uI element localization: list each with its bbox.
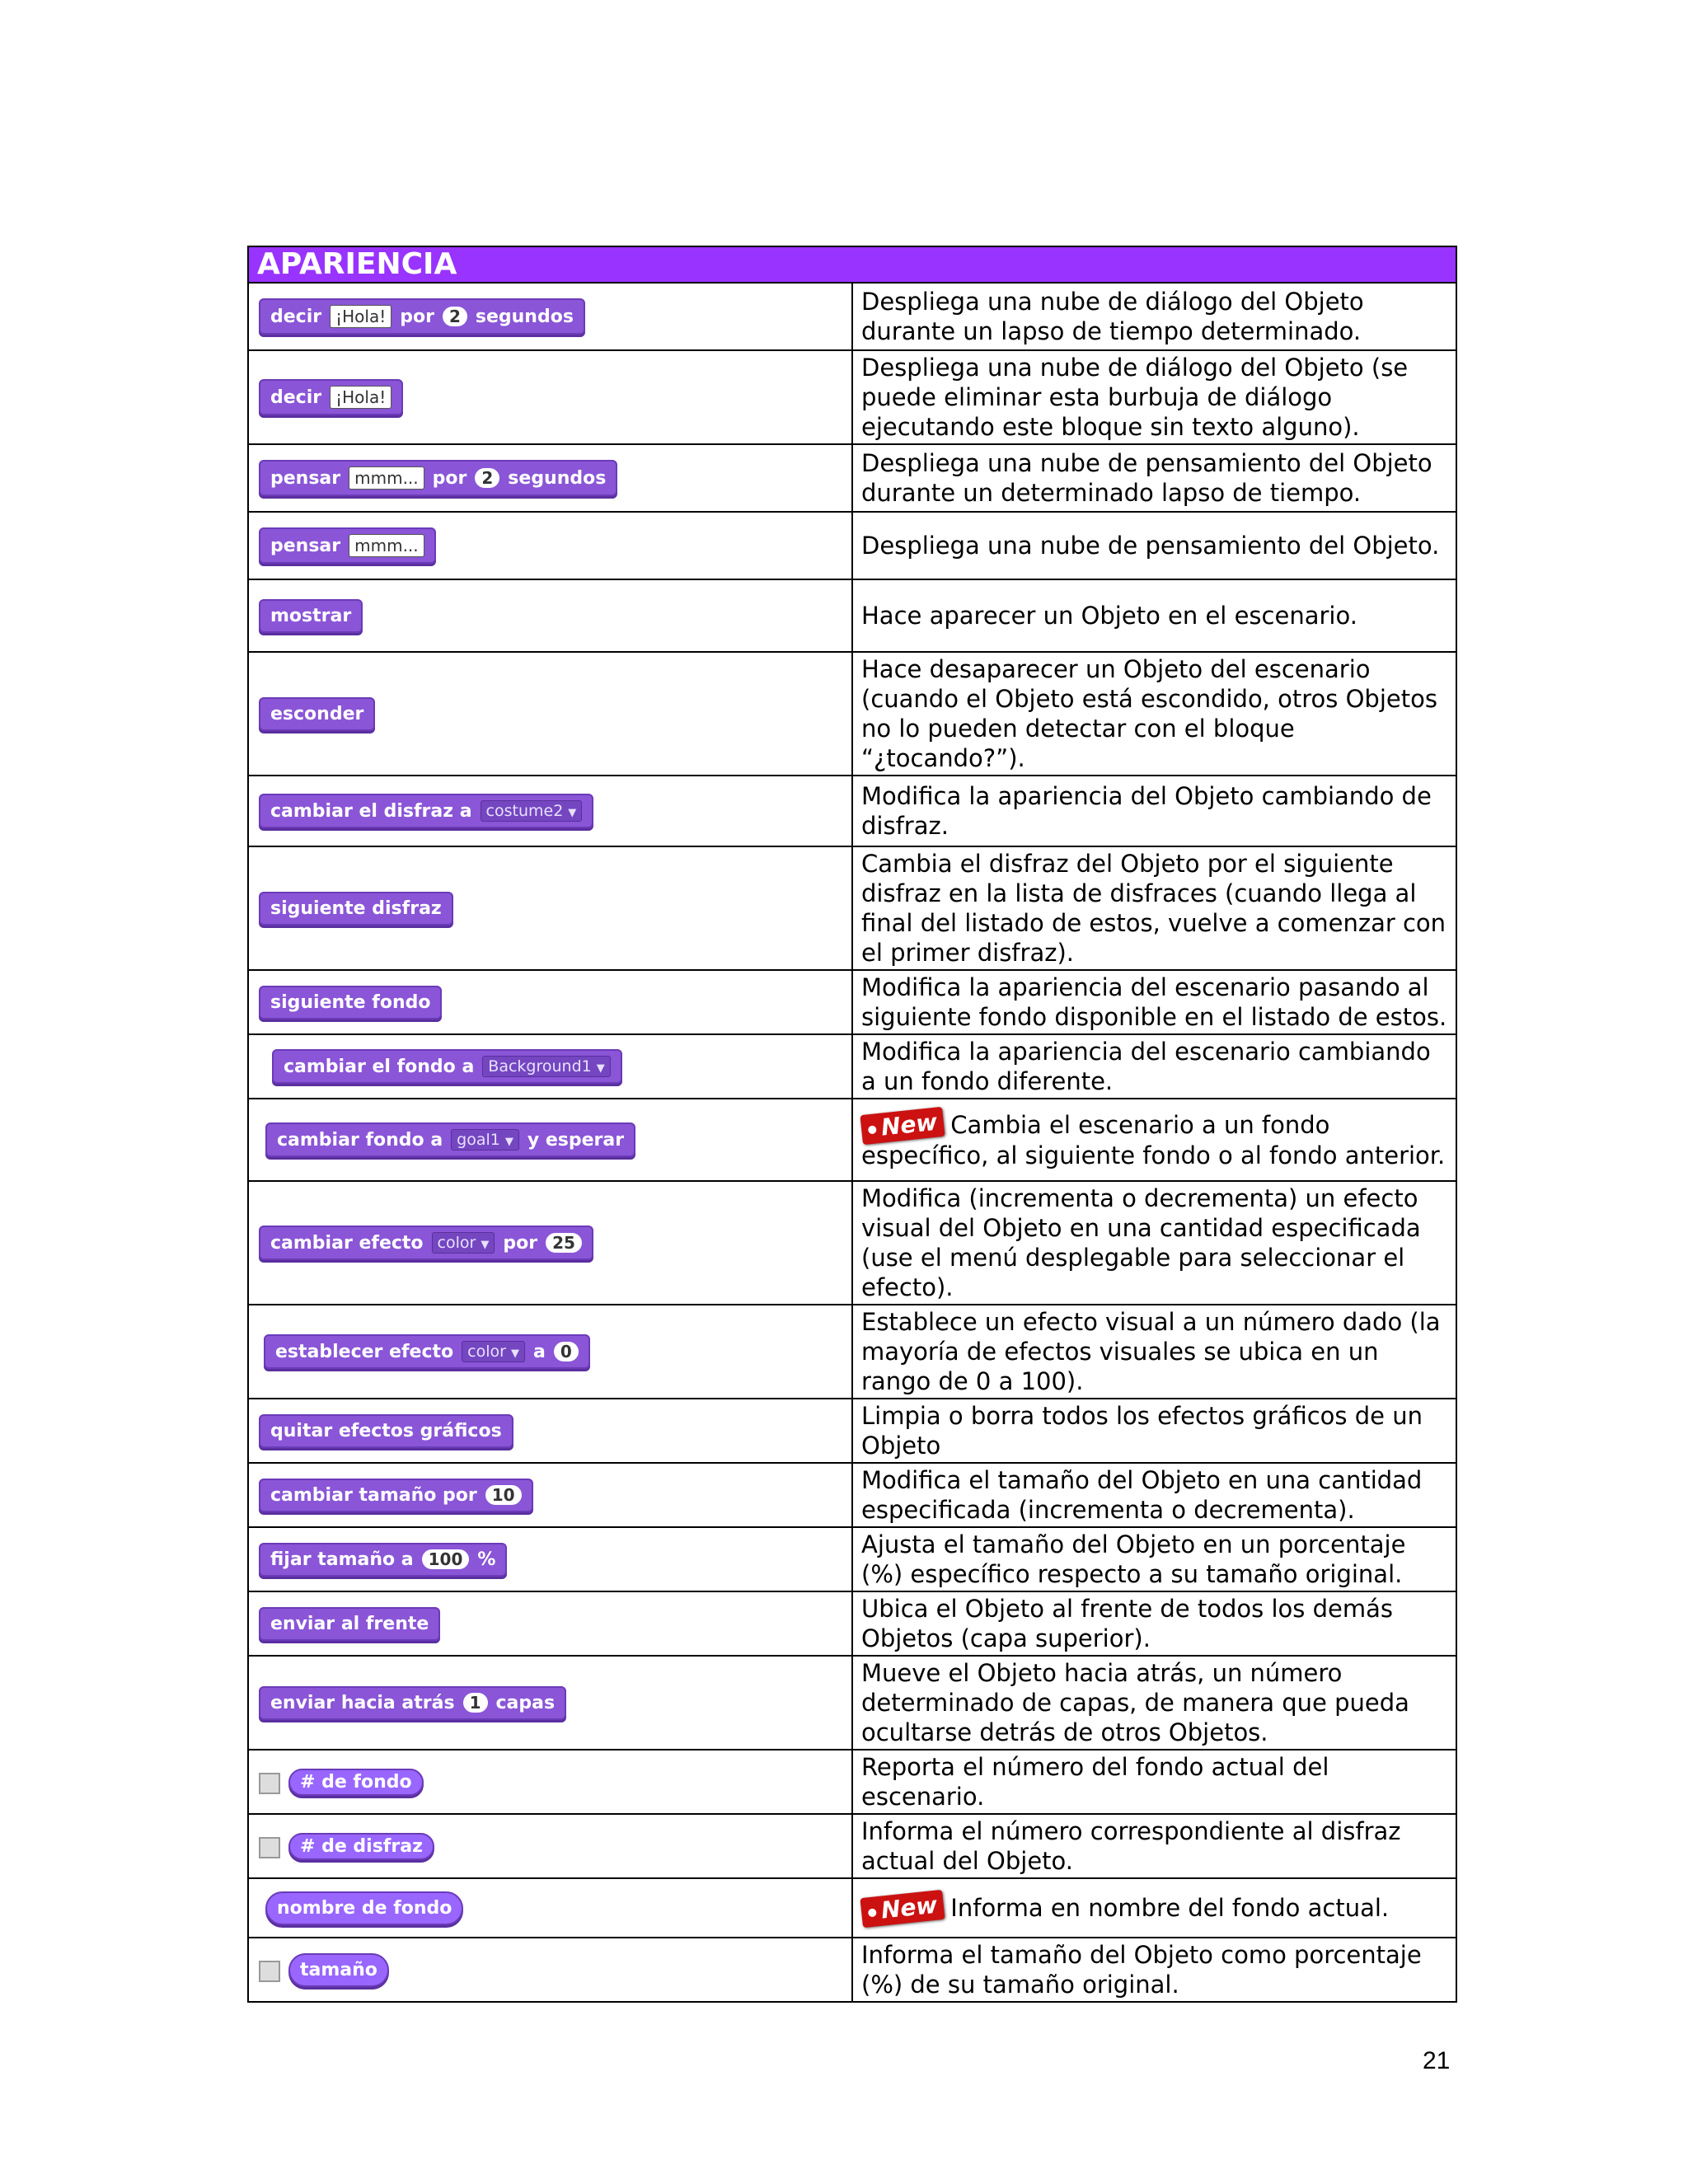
- description-text: Cambia el escenario a un fondo específico, al siguiente fondo o al fondo anterior.: [861, 1110, 1446, 1169]
- set-effect-block: [264, 1334, 590, 1369]
- block-cell: [248, 846, 852, 970]
- block-label: cambiar el disfraz a: [270, 800, 472, 822]
- block-label: segundos: [508, 467, 607, 489]
- switch-backdrop-and-wait-block: [265, 1122, 635, 1157]
- block-label: capas: [495, 1692, 556, 1713]
- hide-block: [259, 697, 375, 731]
- clear-effects-block: [259, 1414, 513, 1448]
- description-cell: Modifica la apariencia del Objeto cambiando de disfraz.: [852, 776, 1456, 846]
- tag-hole: [868, 1908, 877, 1917]
- chevron-down-icon: ▼: [568, 807, 577, 819]
- block-label: cambiar tamaño por: [270, 1484, 477, 1506]
- block-label: cambiar el fondo a: [284, 1056, 475, 1077]
- block-label: siguiente fondo: [270, 991, 431, 1013]
- block-cell: [248, 652, 852, 776]
- checkbox[interactable]: [259, 1773, 280, 1794]
- block-cell: [248, 579, 852, 652]
- number-slot: 1: [463, 1693, 488, 1713]
- number-slot: 2: [475, 468, 499, 488]
- block-label: esconder: [270, 703, 364, 724]
- number-slot: 25: [546, 1233, 582, 1253]
- dropdown-value: costume2: [485, 802, 564, 820]
- block-cell: [248, 970, 852, 1034]
- table-row: [248, 1656, 1456, 1750]
- table-row: [248, 1814, 1456, 1878]
- table-row: [248, 444, 1456, 512]
- block-label: pensar: [270, 467, 341, 489]
- block-label: # de fondo: [300, 1771, 412, 1793]
- block-cell: [248, 1305, 852, 1399]
- change-size-block: [259, 1479, 533, 1512]
- block-label: pensar: [270, 535, 341, 556]
- number-slot: 0: [554, 1342, 579, 1361]
- size-reporter: [288, 1953, 389, 1987]
- next-backdrop-block: [259, 986, 442, 1019]
- go-to-front-block: [259, 1607, 440, 1641]
- block-label: por: [432, 467, 467, 489]
- table-row: [248, 1099, 1456, 1181]
- checkbox[interactable]: [259, 1837, 280, 1858]
- section-title: APARIENCIA: [248, 246, 1456, 283]
- backdrop-dropdown: [451, 1129, 519, 1151]
- block-label: cambiar fondo a: [277, 1129, 443, 1151]
- table-row: [248, 1034, 1456, 1099]
- new-badge-label: New: [879, 1891, 939, 1924]
- block-label: a: [532, 1341, 546, 1362]
- switch-backdrop-block: [272, 1049, 622, 1084]
- block-cell: [248, 1814, 852, 1878]
- block-label: establecer efecto: [275, 1341, 454, 1362]
- block-label: nombre de fondo: [277, 1897, 452, 1919]
- table-row: [248, 846, 1456, 970]
- chevron-down-icon: ▼: [481, 1239, 490, 1251]
- block-cell: [248, 1181, 852, 1305]
- block-label: fijar tamaño a: [270, 1549, 414, 1570]
- description-cell: Modifica la apariencia del escenario pasando al siguiente fondo disponible en el listado de estos.: [852, 970, 1456, 1034]
- description-text: Informa en nombre del fondo actual.: [950, 1893, 1390, 1922]
- table-row: [248, 579, 1456, 652]
- description-cell: Modifica el tamaño del Objeto en una cantidad especificada (incrementa o decrementa).: [852, 1463, 1456, 1527]
- say-for-secs-block: [259, 298, 585, 335]
- chevron-down-icon: ▼: [596, 1062, 605, 1075]
- table-row: [248, 970, 1456, 1034]
- set-size-block: [259, 1543, 507, 1577]
- block-cell: [248, 1034, 852, 1099]
- new-badge: [860, 1106, 945, 1144]
- block-cell: [248, 1527, 852, 1591]
- new-badge-label: New: [879, 1108, 939, 1141]
- block-label: # de disfraz: [300, 1835, 423, 1857]
- chevron-down-icon: ▼: [504, 1136, 513, 1148]
- number-slot: 2: [443, 307, 467, 326]
- table-row: [248, 283, 1456, 350]
- backdrop-name-reporter: [265, 1891, 463, 1925]
- description-cell: Hace aparecer un Objeto en el escenario.: [852, 579, 1456, 652]
- costume-number-reporter: [288, 1833, 434, 1860]
- description-cell: [852, 1878, 1456, 1938]
- change-effect-block: [259, 1226, 593, 1260]
- block-label: enviar hacia atrás: [270, 1692, 455, 1713]
- block-label: mostrar: [270, 605, 352, 626]
- table-row: [248, 1750, 1456, 1814]
- block-label: tamaño: [300, 1959, 377, 1980]
- think-block: [259, 527, 436, 564]
- checkbox[interactable]: [259, 1961, 280, 1982]
- table-row: [248, 1181, 1456, 1305]
- block-cell: [248, 1399, 852, 1463]
- table-row: [248, 1938, 1456, 2002]
- backdrop-dropdown: [482, 1056, 610, 1077]
- description-cell: Informa el tamaño del Objeto como porcentaje (%) de su tamaño original.: [852, 1938, 1456, 2002]
- table-row: [248, 512, 1456, 579]
- go-back-layers-block: [259, 1686, 566, 1720]
- dropdown-value: goal1: [457, 1131, 500, 1149]
- block-cell: [248, 1463, 852, 1527]
- block-cell: [248, 1591, 852, 1656]
- next-costume-block: [259, 892, 453, 926]
- costume-dropdown: [481, 800, 583, 822]
- block-cell: [248, 1099, 852, 1181]
- text-slot: mmm...: [349, 534, 424, 557]
- page-number: 21: [1423, 2047, 1451, 2074]
- description-cell: Informa el número correspondiente al disfraz actual del Objeto.: [852, 1814, 1456, 1878]
- description-cell: Despliega una nube de diálogo del Objeto (se puede eliminar esta burbuja de diálogo ejecutando este bloque sin texto alguno).: [852, 350, 1456, 444]
- table-row: [248, 776, 1456, 846]
- dropdown-value: color: [467, 1343, 506, 1361]
- table-row: [248, 1399, 1456, 1463]
- block-cell: [248, 1878, 852, 1938]
- description-cell: Despliega una nube de pensamiento del Objeto.: [852, 512, 1456, 579]
- block-label: enviar al frente: [270, 1613, 429, 1634]
- block-label: por: [503, 1232, 538, 1254]
- apariencia-table: [247, 246, 1457, 2003]
- new-badge: [860, 1889, 945, 1927]
- block-label: quitar efectos gráficos: [270, 1420, 502, 1441]
- block-cell: [248, 776, 852, 846]
- dropdown-value: color: [437, 1234, 476, 1252]
- table-row: [248, 1463, 1456, 1527]
- table-row: [248, 1305, 1456, 1399]
- say-block: [259, 379, 403, 415]
- switch-costume-block: [259, 794, 593, 828]
- block-cell: [248, 283, 852, 350]
- block-cell: [248, 1938, 852, 2002]
- block-label: y esperar: [527, 1129, 625, 1151]
- block-cell: [248, 444, 852, 512]
- block-cell: [248, 1750, 852, 1814]
- description-cell: Hace desaparecer un Objeto del escenario (cuando el Objeto está escondido, otros Objetos no lo pueden detectar con el bloque “¿tocando?”).: [852, 652, 1456, 776]
- description-cell: Despliega una nube de diálogo del Objeto durante un lapso de tiempo determinado.: [852, 283, 1456, 350]
- description-cell: Modifica la apariencia del escenario cambiando a un fondo diferente.: [852, 1034, 1456, 1099]
- block-label: decir: [270, 387, 322, 408]
- block-label: segundos: [475, 306, 574, 327]
- number-slot: 10: [485, 1485, 522, 1505]
- description-cell: Establece un efecto visual a un número dado (la mayoría de efectos visuales se ubica en un rango de 0 a 100).: [852, 1305, 1456, 1399]
- description-cell: Ajusta el tamaño del Objeto en un porcentaje (%) específico respecto a su tamaño original.: [852, 1527, 1456, 1591]
- effect-dropdown: [432, 1232, 495, 1254]
- table-row: [248, 652, 1456, 776]
- think-for-secs-block: [259, 460, 617, 496]
- table-row: [248, 1878, 1456, 1938]
- table-header-row: [248, 246, 1456, 283]
- dropdown-value: Background1: [488, 1057, 592, 1076]
- block-cell: [248, 1656, 852, 1750]
- description-cell: [852, 1099, 1456, 1181]
- text-slot: mmm...: [349, 466, 424, 490]
- text-slot: ¡Hola!: [330, 386, 392, 409]
- description-cell: Reporta el número del fondo actual del escenario.: [852, 1750, 1456, 1814]
- number-slot: 100: [422, 1549, 470, 1569]
- show-block: [259, 599, 363, 633]
- block-label: por: [400, 306, 434, 327]
- table-row: [248, 350, 1456, 444]
- block-cell: [248, 512, 852, 579]
- description-cell: Mueve el Objeto hacia atrás, un número determinado de capas, de manera que pueda ocultarse detrás de otros Objetos.: [852, 1656, 1456, 1750]
- description-cell: Ubica el Objeto al frente de todos los demás Objetos (capa superior).: [852, 1591, 1456, 1656]
- block-label: decir: [270, 306, 322, 327]
- block-label: cambiar efecto: [270, 1232, 424, 1254]
- block-cell: [248, 350, 852, 444]
- table-row: [248, 1527, 1456, 1591]
- chevron-down-icon: ▼: [510, 1347, 519, 1360]
- text-slot: ¡Hola!: [330, 305, 392, 328]
- effect-dropdown: [462, 1341, 525, 1362]
- description-cell: Despliega una nube de pensamiento del Objeto durante un determinado lapso de tiempo.: [852, 444, 1456, 512]
- block-label: siguiente disfraz: [270, 898, 442, 919]
- description-cell: Limpia o borra todos los efectos gráficos de un Objeto: [852, 1399, 1456, 1463]
- backdrop-number-reporter: [288, 1769, 424, 1796]
- table-row: [248, 1591, 1456, 1656]
- description-cell: Modifica (incrementa o decrementa) un efecto visual del Objeto en una cantidad especificada (use el menú desplegable para seleccionar el efecto).: [852, 1181, 1456, 1305]
- tag-hole: [868, 1125, 877, 1134]
- block-label: %: [477, 1549, 496, 1570]
- description-cell: Cambia el disfraz del Objeto por el siguiente disfraz en la lista de disfraces (cuando llega al final del listado de estos, vuelve a comenzar con el primer disfraz).: [852, 846, 1456, 970]
